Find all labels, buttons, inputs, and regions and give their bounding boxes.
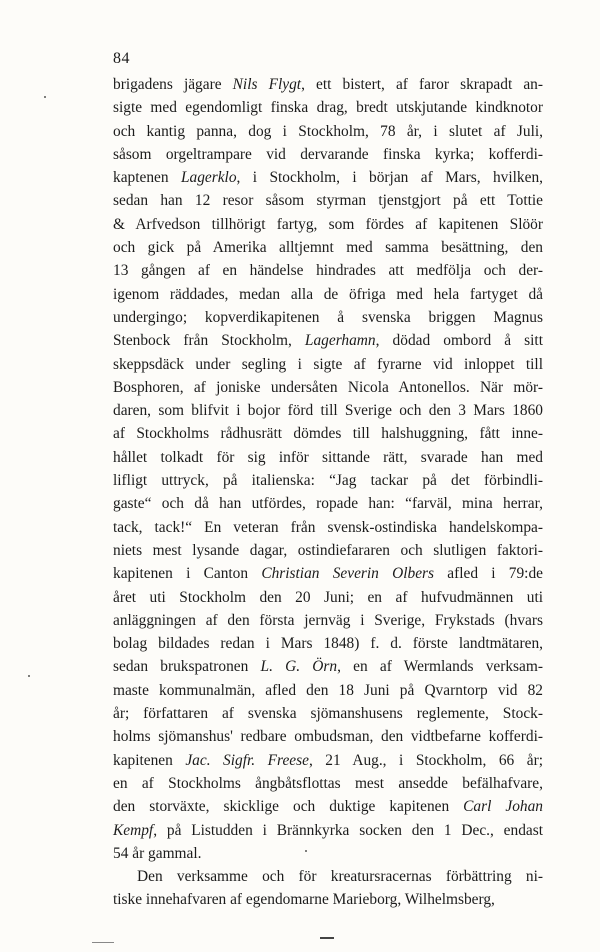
- text-run: en af Stockholms ångbåtsflottas mest ansedde befälhafvare,: [113, 774, 543, 792]
- italic-name: Carl Johan: [463, 798, 543, 816]
- text-run: sedan han 12 resor såsom styrman tjenstgjort på ett Tottie: [113, 192, 543, 210]
- text-line: [113, 842, 543, 865]
- text-line: [113, 865, 543, 888]
- text-run: igenom räddades, medan alla de öfriga med hela fartyget då: [113, 285, 543, 303]
- scan-speck: [44, 96, 46, 98]
- text-line: [113, 679, 543, 702]
- text-line: [113, 376, 543, 399]
- text-run: Den verksamme och för kreatursracernas förbättring ni-: [137, 868, 543, 886]
- text-line: [113, 702, 543, 725]
- italic-name: Jac. Sigfr. Freese: [185, 751, 309, 769]
- text-run: och kantig panna, dog i Stockholm, 78 år, i slutet af Juli,: [113, 122, 543, 140]
- text-run: tiske innehafvaren af egendomarne Marieborg, Wilhelmsberg,: [113, 891, 495, 909]
- text-run: , dödad ombord å sitt: [375, 332, 543, 350]
- text-line: [113, 725, 543, 748]
- text-line: [113, 795, 543, 818]
- text-run: , ett bistert, af faror skrapadt an-: [301, 76, 543, 93]
- scan-mark: [320, 937, 334, 939]
- text-line: [113, 749, 543, 772]
- text-line: [113, 492, 543, 515]
- text-run: gaste“ och då han utfördes, ropade han: “farväl, mina herrar,: [113, 495, 543, 513]
- text-run: Bosphoren, af joniske undersåten Nicola Antonellos. När mör-: [113, 378, 543, 396]
- text-run: 54 år gammal.: [113, 844, 202, 862]
- text-line: [113, 586, 543, 609]
- text-line: [113, 306, 543, 329]
- text-run: lifligt uttryck, på italienska: “Jag tackar på det förbindli-: [113, 472, 543, 490]
- page-number: 84: [113, 50, 130, 67]
- text-run: afled i 79:de: [434, 565, 543, 583]
- text-line: [113, 609, 543, 632]
- scan-mark: [92, 942, 114, 943]
- text-line: [113, 166, 543, 189]
- text-line: [113, 446, 543, 469]
- text-run: såsom orgeltrampare vid dervarande finska kyrka; kofferdi-: [113, 145, 543, 163]
- text-run: år; författaren af svenska sjömanshusens reglemente, Stock-: [113, 705, 543, 723]
- text-run: sigte med egendomligt finska drag, bredt utskjutande kindknotor: [113, 99, 543, 117]
- text-run: niets mest lysande dagar, ostindiefararen och slutligen faktori-: [113, 541, 543, 559]
- text-line: [113, 236, 543, 259]
- text-line: [113, 632, 543, 655]
- text-run: , i Stockholm, i början af Mars, hvilken,: [236, 169, 543, 187]
- text-run: bolag bildades redan i Mars 1848) f. d. förste landtmätaren,: [113, 635, 543, 653]
- text-run: daren, som blifvit i bojor förd till Sverige och den 3 Mars 1860: [113, 402, 543, 420]
- text-line: [113, 259, 543, 282]
- text-run: holms sjömanshus' redbare ombudsman, den vidtbefarne kofferdi-: [113, 728, 543, 746]
- text-line: [113, 422, 543, 445]
- text-line: [113, 143, 543, 166]
- text-line: [113, 283, 543, 306]
- text-run: tack, tack!“ En veteran från svensk-ostindiska handelskompa-: [113, 518, 543, 536]
- text-run: maste kommunalmän, afled den 18 Juni på Qvarntorp vid 82: [113, 681, 543, 699]
- italic-name: Kempf: [113, 821, 154, 839]
- italic-name: Lagerhamn: [304, 332, 376, 350]
- text-line: [113, 329, 543, 352]
- text-run: , på Listudden i Brännkyrka socken den 1 Dec., endast: [153, 821, 543, 839]
- text-run: & Arfvedson tillhörigt fartyg, som fördes af kapitenen Slöör: [113, 215, 543, 233]
- text-line: [113, 562, 543, 585]
- text-run: 13 gången af en händelse hindrades att medfölja och der-: [113, 262, 543, 280]
- text-run: kaptenen: [113, 169, 181, 187]
- italic-name: Nils Flygt: [232, 76, 302, 93]
- text-run: kapitenen: [113, 751, 186, 769]
- scan-speck: [305, 850, 307, 852]
- text-line: [113, 213, 543, 236]
- italic-name: L. G. Örn: [260, 658, 338, 676]
- italic-name: Lagerklo: [180, 169, 237, 187]
- text-line: [113, 888, 543, 911]
- text-run: af Stockholms rådhusrätt dömdes till halshuggning, fått inne-: [113, 425, 543, 443]
- italic-name: Christian Severin Olbers: [261, 565, 435, 583]
- text-line: [113, 189, 543, 212]
- text-run: kapitenen i Canton: [113, 565, 262, 583]
- text-line: [113, 120, 543, 143]
- text-run: , en af Wermlands verksam-: [337, 658, 543, 676]
- text-line: [113, 655, 543, 678]
- text-run: skeppsdäck under segling i sigte af fyrarne vid inloppet till: [113, 355, 543, 373]
- text-line: [113, 353, 543, 376]
- text-run: hållet tolkadt för sig inför sittande rätt, svarade han med: [113, 448, 543, 466]
- text-run: Stenbock från Stockholm,: [113, 332, 305, 350]
- text-line: [113, 516, 543, 539]
- text-line: [113, 399, 543, 422]
- body-text: [113, 73, 543, 912]
- text-line: [113, 819, 543, 842]
- text-run: sedan brukspatronen: [113, 658, 261, 676]
- text-run: den storväxte, skicklige och duktige kapitenen: [113, 798, 464, 816]
- text-line: [113, 73, 543, 96]
- text-line: [113, 469, 543, 492]
- text-run: brigadens jägare: [113, 76, 233, 93]
- text-line: [113, 539, 543, 562]
- text-run: anläggningen af den första jernväg i Sverige, Frykstads (hvars: [113, 611, 543, 629]
- text-run: och gick på Amerika alltjemnt med samma besättning, den: [113, 239, 543, 257]
- text-run: , 21 Aug., i Stockholm, 66 år;: [308, 751, 543, 769]
- text-line: [113, 96, 543, 119]
- text-line: [113, 772, 543, 795]
- text-run: året uti Stockholm den 20 Juni; en af hufvudmännen uti: [113, 588, 543, 606]
- scan-speck: [28, 675, 30, 677]
- text-run: undergingo; kopverdikapitenen å svenska briggen Magnus: [113, 308, 543, 326]
